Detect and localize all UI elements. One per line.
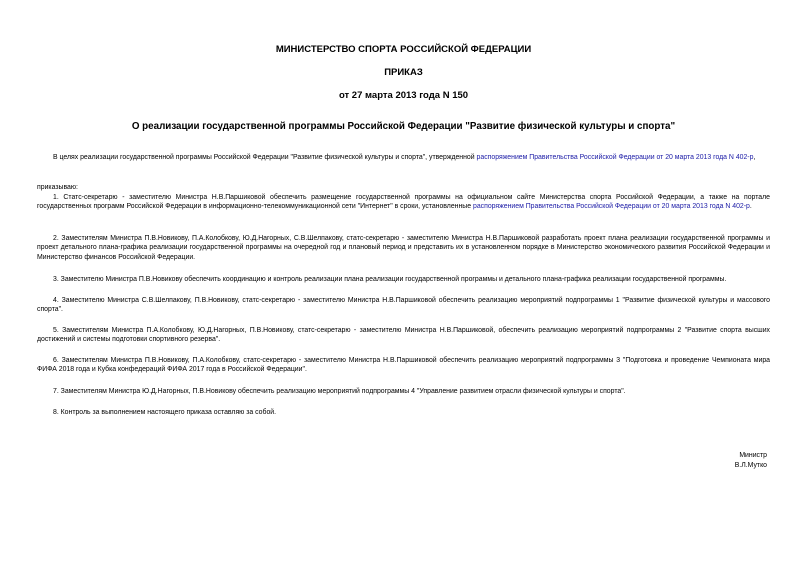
government-order-link-2[interactable]: распоряжением Правительства Российской Федерации от 20 марта 2013 года N 402-р (472, 203, 750, 211)
item-1 (37, 193, 770, 212)
document-type: ПРИКАЗ (384, 67, 423, 78)
document-subject: О реализации государственной программы Российской Федерации "Развитие физической культуры и спорта" (131, 121, 676, 132)
document-date-number: от 27 марта 2013 года N 150 (338, 90, 469, 101)
item-3: 3. Заместителю Министра П.В.Новикову обеспечить координацию и контроль реализации плана реализации государственной программы и детального плана-графика реализации государственной программы. (53, 276, 727, 283)
decree-word: приказываю: (37, 184, 78, 191)
government-order-link[interactable]: распоряжением Правительства Российской Федерации от 20 марта 2013 года N 402-р (476, 154, 754, 161)
intro-paragraph (37, 153, 770, 162)
signature-name: В.Л.Мутко (734, 462, 767, 469)
item-4: 4. Заместителю Министра С.В.Шелпакову, П.В.Новикову, статс-секретарю - заместителю Министра Н.В.Паршиковой обеспечить реализацию мероприятий подпрограммы 1 "Развитие физической культуры и массового спорта". (37, 297, 770, 314)
item-2: 2. Заместителям Министра П.В.Новикову, П.А.Колобкову, Ю.Д.Нагорных, С.В.Шелпакову, статс-секретарю - заместителю Министра Н.В.Паршиковой разработать проект плана реализации государственной программы и проект детального плана-графика реализации государственной программы на очередной год и плановый период и представить их в установленном порядке в Министерство экономического развития Российской Федерации и Министерство финансов Российской Федерации. (37, 235, 770, 261)
intro-end: , (753, 154, 756, 161)
intro-text: В целях реализации государственной программы Российской Федерации "Развитие физической культуры и спорта", утвержденной (53, 154, 477, 161)
item-1-text: 1. Статс-секретарю - заместителю Министра Н.В.Паршиковой обеспечить размещение государственной программы на официальном сайте Министерства спорта Российской Федерации, а также на портале государственных программ Российской Федерации в информационно-телекоммуникационной сети "Интернет" в сроки, установленные (37, 194, 770, 211)
signature-title: Министр (739, 452, 767, 459)
ministry-title: МИНИСТЕРСТВО СПОРТА РОССИЙСКОЙ ФЕДЕРАЦИИ (275, 44, 532, 55)
item-5: 5. Заместителям Министра П.А.Колобкову, Ю.Д.Нагорных, П.В.Новикову, статс-секретарю - заместителю Министра Н.В.Паршиковой, обеспечить реализацию мероприятий подпрограммы 2 "Развитие спорта высших достижений и системы подготовки спортивного резерва". (37, 327, 770, 344)
item-8: 8. Контроль за выполнением настоящего приказа оставляю за собой. (53, 409, 277, 416)
item-6: 6. Заместителям Министра П.В.Новикову, П.А.Колобкову, статс-секретарю - заместителю Министра Н.В.Паршиковой обеспечить реализацию мероприятий подпрограммы 3 "Подготовка и проведение Чемпионата мира ФИФА 2018 года и Кубка конфедераций ФИФА 2017 года в Российской Федерации". (37, 357, 770, 374)
item-1-end: . (749, 203, 752, 211)
item-7: 7. Заместителям Министра Ю.Д.Нагорных, П.В.Новикову обеспечить реализацию мероприятий подпрограммы 4 "Управление развитием отрасли физической культуры и спорта". (53, 388, 626, 395)
